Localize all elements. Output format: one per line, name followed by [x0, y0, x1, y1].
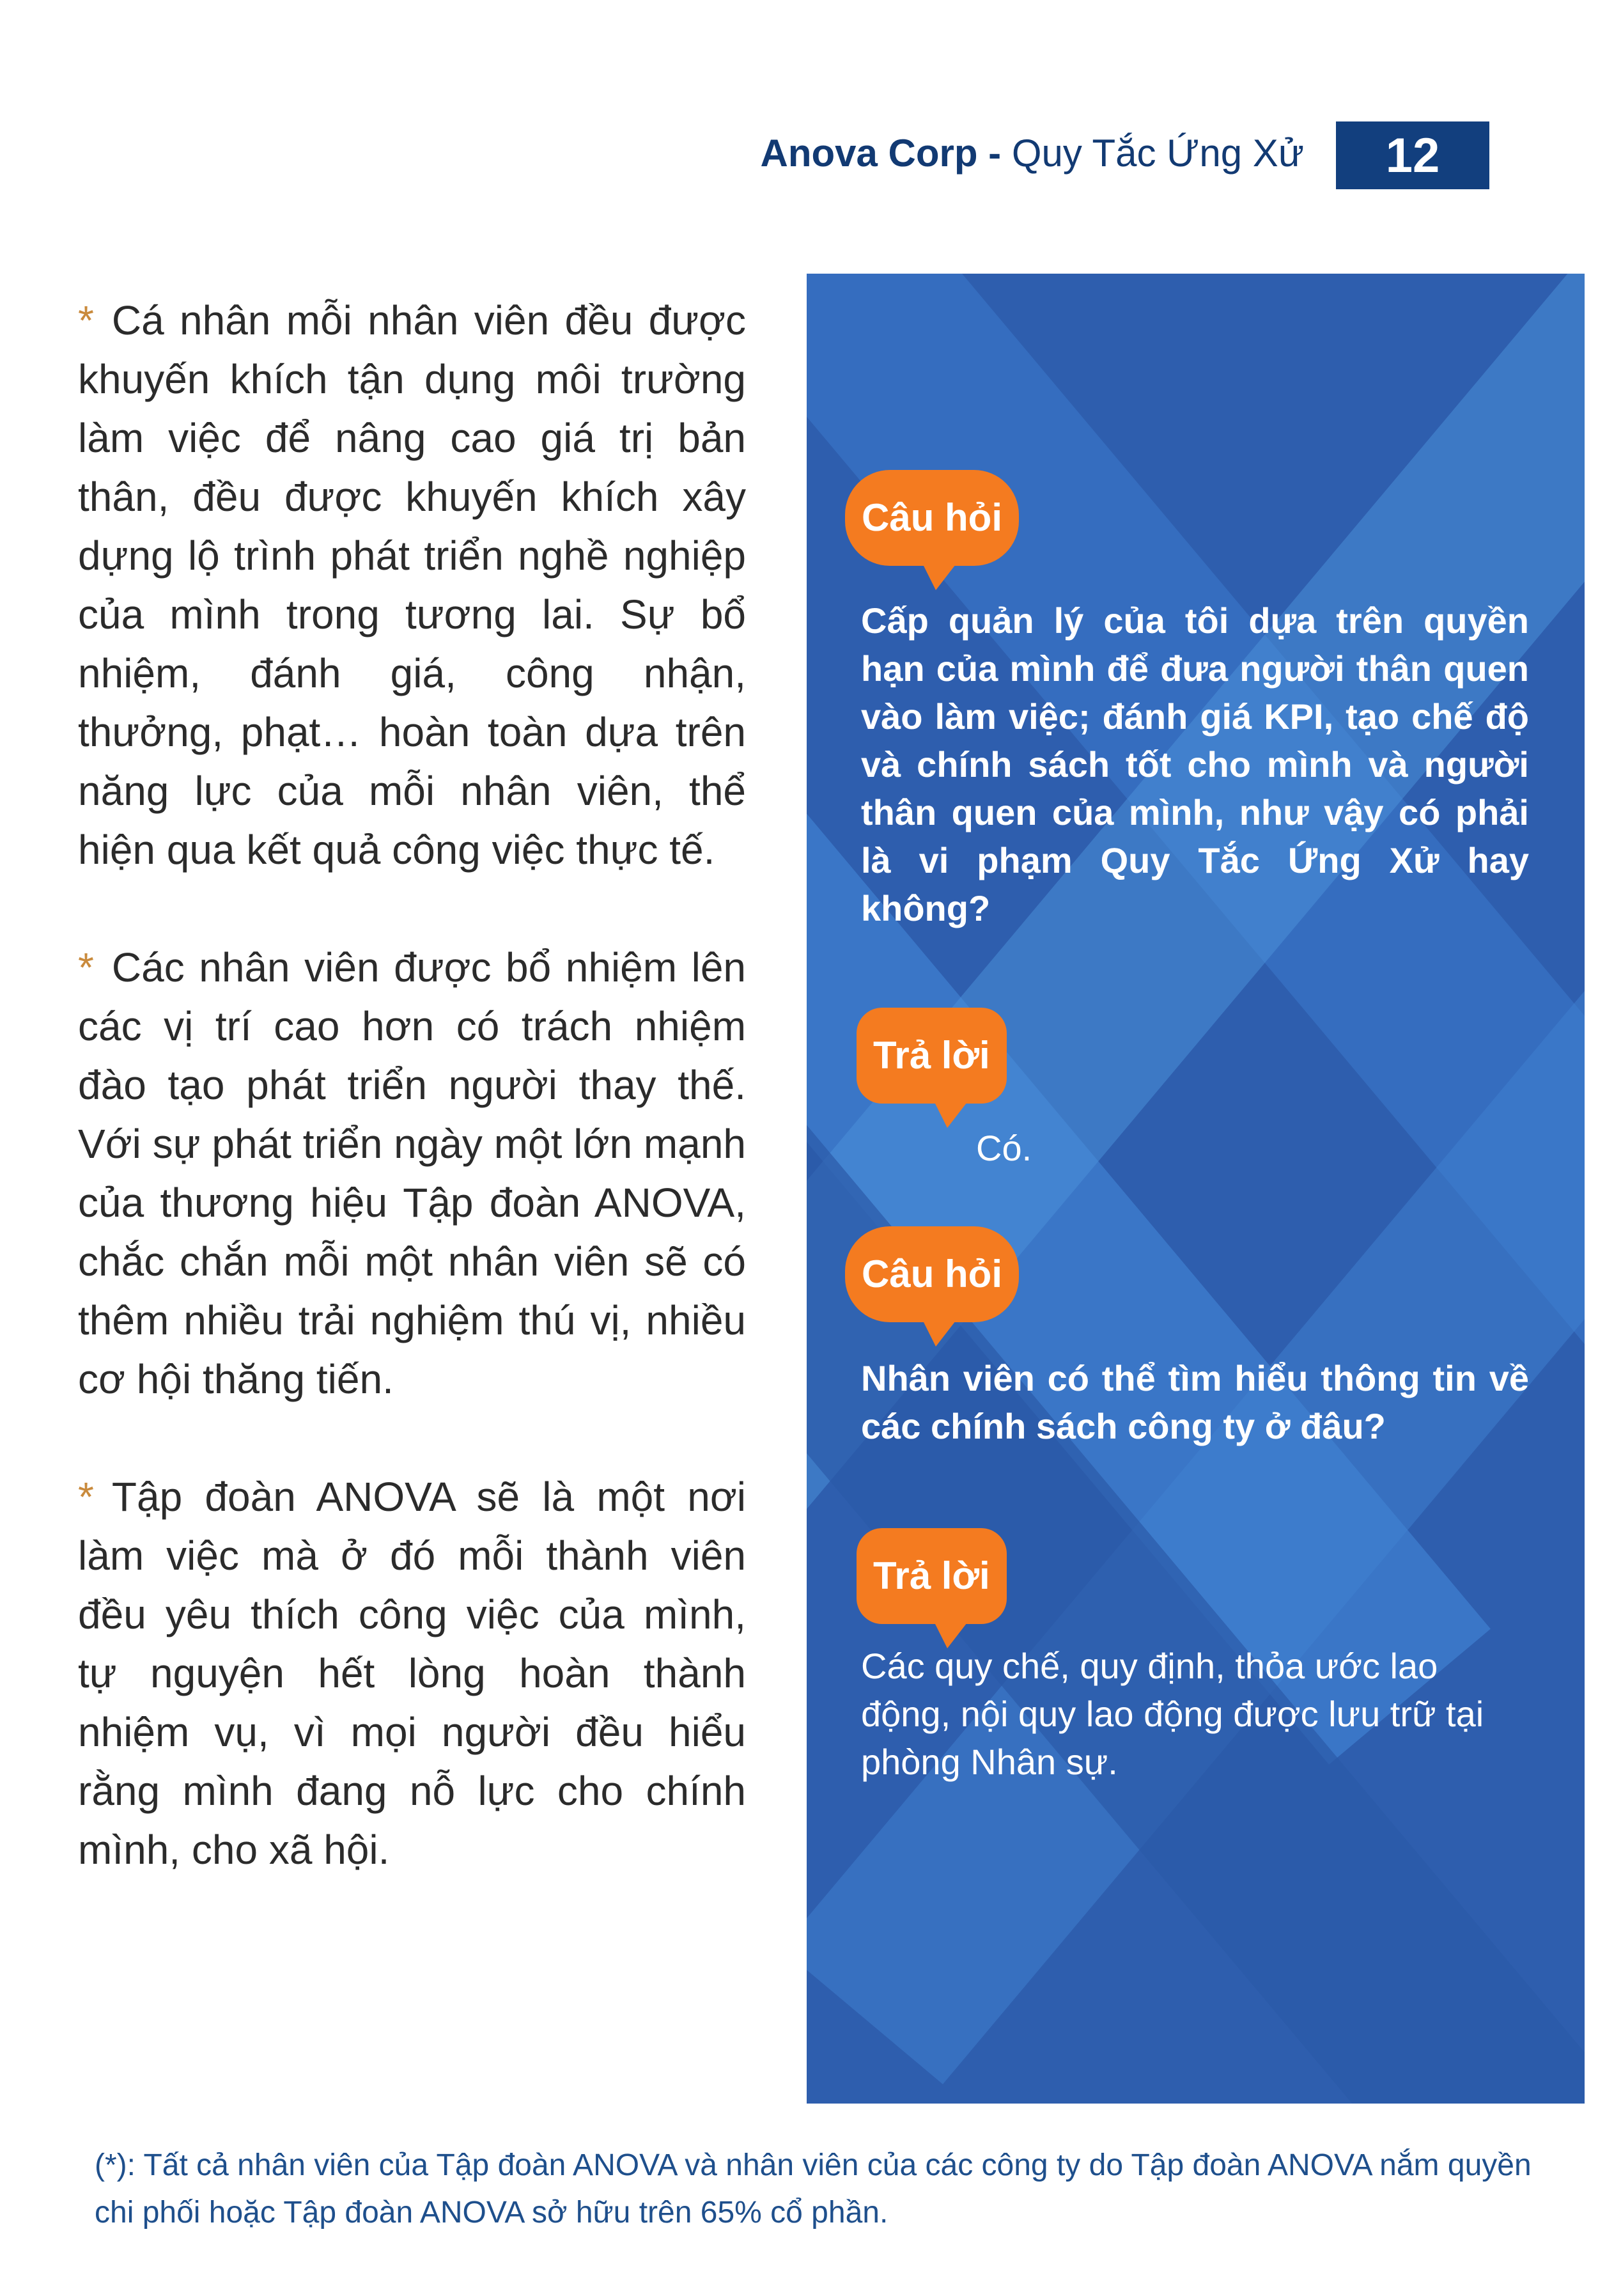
body-paragraph	[78, 1467, 746, 1879]
paragraph-text: Tập đoàn ANOVA sẽ là một nơi làm việc mà ở đó mỗi thành viên đều yêu thích công việc của mình, tự nguyện hết lòng hoàn thành nhiệm vụ, vì mọi người đều hiểu rằng mình đang nỗ lực cho chính mình, cho xã hội.	[78, 1474, 746, 1873]
brand-name: Anova Corp	[760, 132, 978, 175]
question-text: Nhân viên có thể tìm hiểu thông tin về các chính sách công ty ở đâu?	[861, 1358, 1529, 1446]
question-text: Cấp quản lý của tôi dựa trên quyền hạn của mình để đưa người thân quen vào làm việc; đánh giá KPI, tạo chế độ và chính sách tốt cho mình và người thân quen của mình, như vậy có phải là vi phạm Quy Tắc Ứng Xử hay không?	[861, 600, 1529, 928]
document-subtitle: Quy Tắc Ứng Xử	[1011, 132, 1304, 175]
body-paragraph	[78, 291, 746, 879]
answer-label-bubble: Trả lời	[857, 1008, 1007, 1104]
qa-panel	[807, 274, 1585, 2104]
document-title	[760, 131, 1304, 175]
asterisk-bullet: *	[78, 297, 94, 343]
paragraph-text: Cá nhân mỗi nhân viên đều được khuyến khích tận dụng môi trường làm việc để nâng cao giá trị bản thân, đều được khuyến khích xây dựng lộ trình phát triển nghề nghiệp của mình trong tương lai. Sự bổ nhiệm, đánh giá, công nhận, thưởng, phạt… hoàn toàn dựa trên năng lực của mỗi nhân viên, thể hiện qua kết quả công việc thực tế.	[78, 297, 746, 873]
answer-text: Các quy chế, quy định, thỏa ước lao động, nội quy lao động được lưu trữ tại phòng Nhân sự.	[861, 1646, 1484, 1782]
answer-text: Có.	[976, 1128, 1032, 1168]
body-paragraph	[78, 938, 746, 1409]
asterisk-bullet: *	[78, 944, 94, 990]
question-label-bubble: Câu hỏi	[845, 1226, 1019, 1322]
answer-label-bubble: Trả lời	[857, 1528, 1007, 1624]
body-text-column	[78, 291, 746, 1938]
title-separator: -	[977, 132, 1012, 175]
paragraph-text: Các nhân viên được bổ nhiệm lên các vị trí cao hơn có trách nhiệm đào tạo phát triển người thay thế. Với sự phát triển ngày một lớn mạnh của thương hiệu Tập đoàn ANOVA, chắc chắn mỗi một nhân viên sẽ có thêm nhiều trải nghiệm thú vị, nhiều cơ hội thăng tiến.	[78, 944, 746, 1402]
question-label-bubble: Câu hỏi	[845, 470, 1019, 566]
page-header	[0, 0, 1614, 205]
asterisk-bullet: *	[78, 1474, 94, 1520]
footnote: (*): Tất cả nhân viên của Tập đoàn ANOVA và nhân viên của các công ty do Tập đoàn ANOVA nắm quyền chi phối hoặc Tập đoàn ANOVA sở hữu trên 65% cổ phần.	[95, 2148, 1532, 2230]
page-number: 12	[1336, 121, 1489, 189]
